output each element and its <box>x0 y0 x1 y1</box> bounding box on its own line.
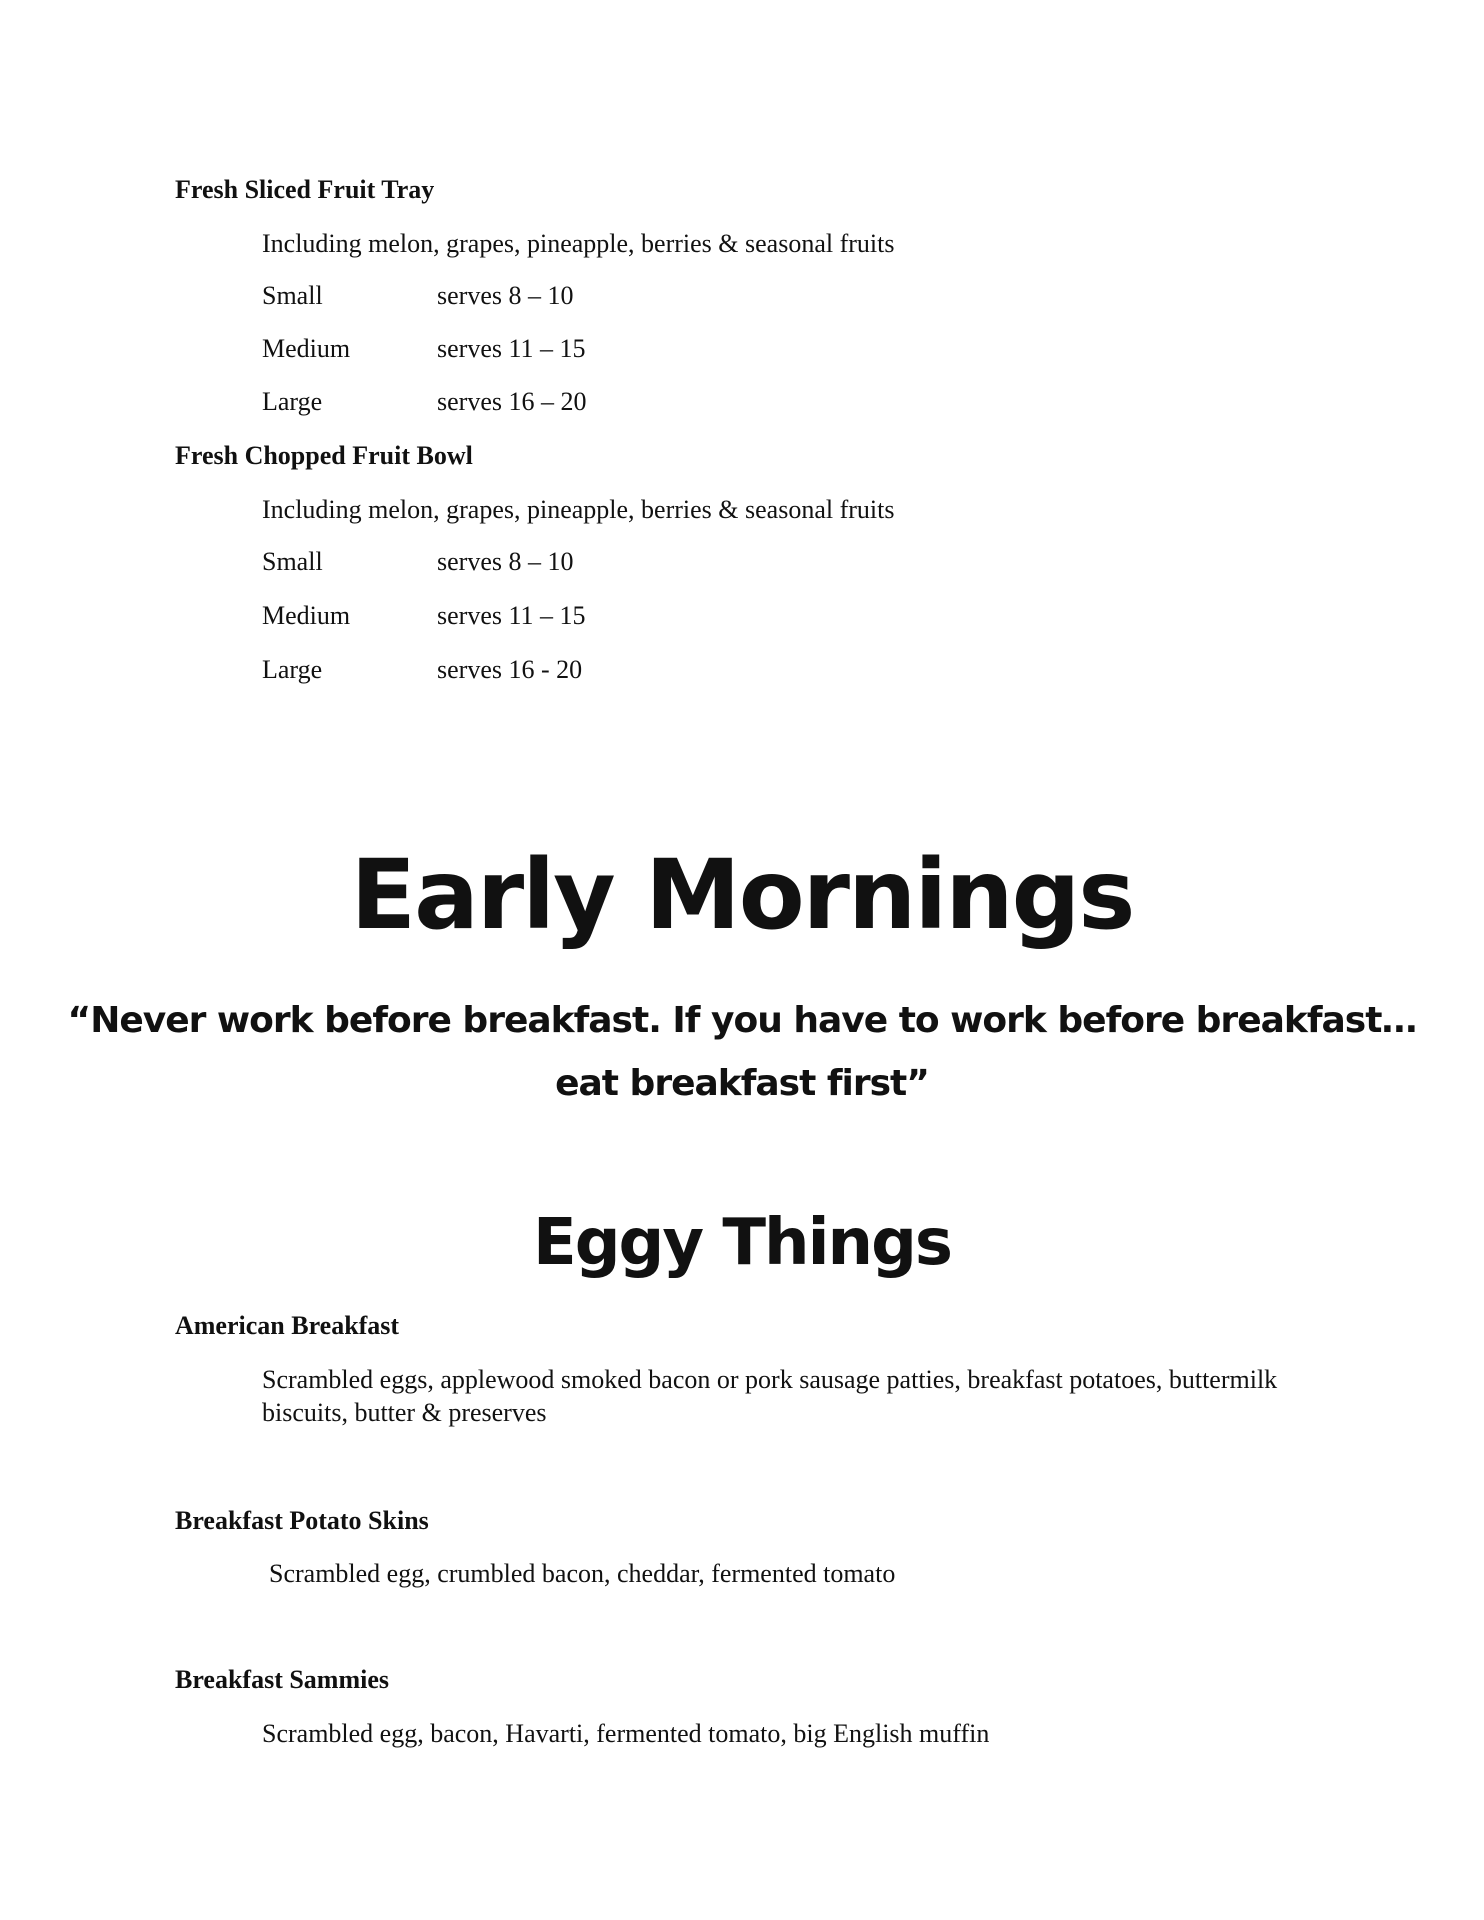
size-label: Large <box>262 655 323 684</box>
size-label: Large <box>262 387 323 416</box>
size-label: Medium <box>262 334 351 363</box>
size-serves: serves 16 – 20 <box>437 387 587 416</box>
quote-line-2: eat breakfast first” <box>555 1063 929 1104</box>
size-label: Small <box>262 547 323 576</box>
quote-line-1: “Never work before breakfast. If you have to work before breakfast… <box>67 1000 1417 1041</box>
size-serves: serves 8 – 10 <box>437 547 574 576</box>
breakfast-sammies-description: Scrambled egg, bacon, Havarti, fermented tomato, big English muffin <box>262 1719 990 1748</box>
early-mornings-heading: Early Mornings <box>350 839 1134 951</box>
fruit-tray-description: Including melon, grapes, pineapple, berries & seasonal fruits <box>262 229 895 258</box>
size-serves: serves 8 – 10 <box>437 281 574 310</box>
eggy-things-heading: Eggy Things <box>533 1206 951 1280</box>
american-breakfast-title: American Breakfast <box>175 1311 400 1340</box>
potato-skins-description: Scrambled egg, crumbled bacon, cheddar, fermented tomato <box>269 1559 896 1588</box>
fruit-bowl-title: Fresh Chopped Fruit Bowl <box>175 441 473 470</box>
size-label: Medium <box>262 601 351 630</box>
breakfast-sammies-title: Breakfast Sammies <box>175 1665 390 1694</box>
fruit-tray-title: Fresh Sliced Fruit Tray <box>175 175 435 204</box>
size-serves: serves 11 – 15 <box>437 334 586 363</box>
size-serves: serves 11 – 15 <box>437 601 586 630</box>
potato-skins-title: Breakfast Potato Skins <box>175 1506 429 1535</box>
american-breakfast-description: Scrambled eggs, applewood smoked bacon or pork sausage patties, breakfast potatoes, buttermilk biscuits, butter & preserves <box>262 1365 1278 1427</box>
size-label: Small <box>262 281 323 310</box>
fruit-bowl-description: Including melon, grapes, pineapple, berries & seasonal fruits <box>262 495 895 524</box>
size-serves: serves 16 - 20 <box>437 655 583 684</box>
